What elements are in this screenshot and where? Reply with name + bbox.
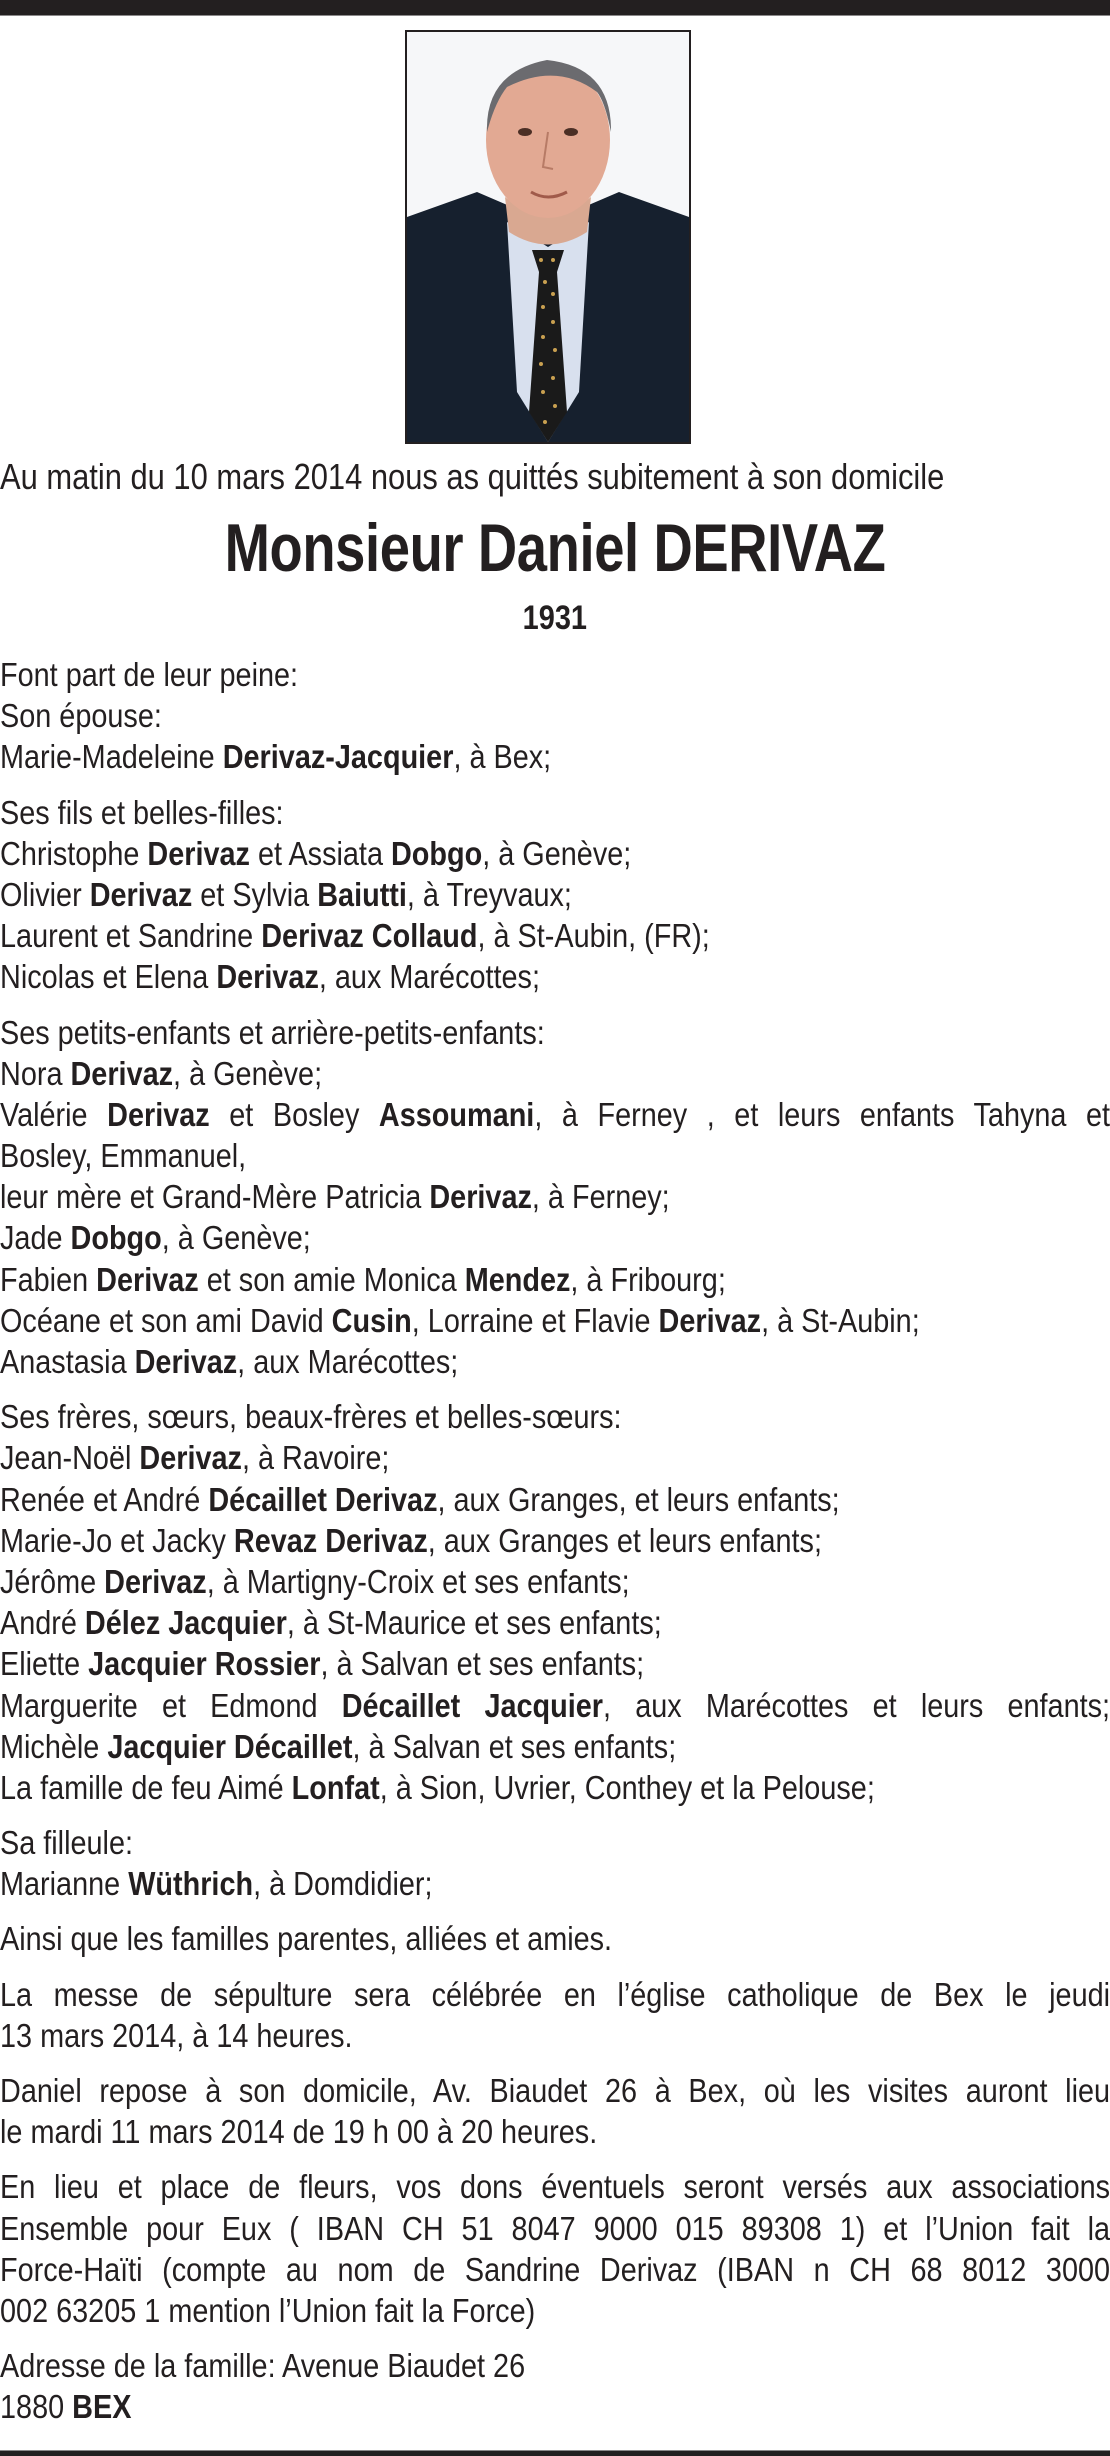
notice-line — [0, 2250, 1110, 2291]
notice-text: et Sylvia — [192, 876, 318, 914]
top-rule — [0, 0, 1110, 16]
notice-text: Son épouse: — [0, 698, 162, 736]
notice-line — [0, 1823, 1110, 1864]
notice-paragraph — [0, 2167, 1110, 2332]
birth-year — [0, 598, 1110, 638]
family-name: Derivaz — [89, 876, 193, 914]
notice-text: Nora — [0, 1055, 71, 1093]
notice-text: Ses frères, sœurs, beaux-frères et belles-sœurs: — [0, 1399, 622, 1437]
notice-text: Ses fils et belles-filles: — [0, 794, 284, 832]
notice-paragraph — [0, 1013, 1110, 1384]
family-name: Derivaz — [147, 835, 250, 873]
family-name: Derivaz — [104, 1563, 207, 1601]
notice-paragraph — [0, 1823, 1110, 1905]
notice-line — [0, 1562, 1110, 1603]
notice-text: Marie-Madeleine — [0, 739, 223, 777]
notice-text: , à St-Aubin, (FR); — [477, 918, 710, 956]
notice-text: et son amie Monica — [198, 1261, 465, 1299]
notice-line — [0, 1260, 1110, 1301]
notice-text: , aux Marécottes; — [237, 1344, 459, 1381]
notice-text: Renée et André — [0, 1481, 209, 1519]
notice-text: , à Fribourg; — [570, 1261, 726, 1299]
notice-text: Ensemble pour Eux ( IBAN CH 51 8047 9000 015 89308 1) et l’Union fait la — [0, 2210, 1110, 2248]
family-name: Lonfat — [291, 1769, 380, 1807]
notice-line — [0, 655, 1110, 696]
notice-line — [0, 2291, 1110, 2332]
notice-line — [0, 2346, 1110, 2387]
notice-text: , Lorraine et Flavie — [411, 1302, 659, 1340]
notice-line — [0, 1136, 1110, 1177]
family-name: Jacquier Décaillet — [107, 1728, 353, 1766]
notice-text: le mardi 11 mars 2014 de 19 h 00 à 20 heures. — [0, 2114, 598, 2152]
portrait-photo-icon — [407, 32, 689, 442]
family-name: Assoumani — [378, 1096, 535, 1134]
notice-text: , à Genève; — [173, 1055, 323, 1093]
notice-line — [0, 916, 1110, 957]
notice-text: Ses petits-enfants et arrière-petits-enfants: — [0, 1014, 545, 1052]
notice-text: et Assiata — [249, 835, 391, 873]
notice-text: 002 63205 1 mention l’Union fait la Force) — [0, 2292, 536, 2330]
notice-text: Font part de leur peine: — [0, 657, 299, 694]
deceased-name-heading — [0, 510, 1110, 586]
notice-line — [0, 1013, 1110, 1054]
notice-paragraph — [0, 1975, 1110, 2057]
bottom-rule — [0, 2450, 1110, 2456]
notice-line — [0, 2209, 1110, 2250]
notice-line — [0, 2016, 1110, 2057]
family-name: Dobgo — [390, 835, 483, 873]
notice-text: , à Genève; — [482, 835, 632, 873]
notice-text: Nicolas et Elena — [0, 959, 217, 997]
notice-text: , aux Granges et leurs enfants; — [427, 1522, 822, 1560]
family-name: Décaillet Jacquier — [341, 1687, 604, 1725]
notice-line — [0, 1480, 1110, 1521]
notice-line — [0, 2387, 1110, 2428]
notice-text: Michèle — [0, 1728, 108, 1766]
family-name: Jacquier Rossier — [88, 1646, 321, 1684]
notice-text: Sa filleule: — [0, 1825, 134, 1863]
family-name: Derivaz-Jacquier — [222, 739, 454, 777]
notice-text: Anastasia — [0, 1344, 135, 1381]
family-name: Dobgo — [70, 1220, 162, 1258]
notice-line — [0, 957, 1110, 998]
notice-text: , à Ferney , et leurs enfants Tahyna et — [534, 1096, 1110, 1134]
notice-text: Jean-Noël — [0, 1440, 140, 1478]
notice-line — [0, 696, 1110, 737]
notice-paragraph — [0, 655, 1110, 779]
notice-text: 1880 — [0, 2389, 73, 2427]
notice-text: Ainsi que les familles parentes, alliées et amies. — [0, 1921, 613, 1959]
family-name: Délez Jacquier — [84, 1605, 287, 1643]
notice-line — [0, 875, 1110, 916]
notice-text: 13 mars 2014, à 14 heures. — [0, 2017, 353, 2055]
notice-body — [0, 655, 1110, 2443]
family-name: Wüthrich — [128, 1866, 254, 1904]
notice-line — [0, 1342, 1110, 1383]
notice-text: , à Salvan et ses enfants; — [320, 1646, 645, 1684]
notice-paragraph — [0, 2346, 1110, 2428]
notice-line — [0, 2071, 1110, 2112]
notice-text: Jade — [0, 1220, 71, 1258]
notice-line — [0, 1644, 1110, 1685]
deceased-name: Monsieur Daniel DERIVAZ — [224, 510, 886, 586]
notice-text: , à Treyvaux; — [406, 876, 572, 914]
notice-text: La messe de sépulture sera célébrée en l’église catholique de Bex le jeudi — [0, 1976, 1110, 2014]
birth-year-value: 1931 — [522, 599, 588, 637]
notice-text: Laurent et Sandrine — [0, 918, 262, 956]
family-name: Baiutti — [317, 876, 407, 914]
notice-text: Marguerite et Edmond — [0, 1687, 342, 1725]
notice-text: Christophe — [0, 835, 148, 873]
notice-text: leur mère et Grand-Mère Patricia — [0, 1179, 430, 1217]
notice-line — [0, 1301, 1110, 1342]
notice-text: Marianne — [0, 1866, 129, 1904]
notice-text: , à Genève; — [161, 1220, 311, 1258]
notice-line — [0, 1975, 1110, 2016]
family-name: Derivaz — [216, 959, 319, 997]
family-name: BEX — [72, 2389, 132, 2427]
portrait-photo — [405, 30, 691, 444]
notice-text: Eliette — [0, 1646, 89, 1684]
family-name: Décaillet Derivaz — [208, 1481, 438, 1519]
notice-paragraph — [0, 2071, 1110, 2153]
notice-text: Jérôme — [0, 1563, 105, 1601]
notice-text: Daniel repose à son domicile, Av. Biaudet 26 à Bex, où les visites auront lieu — [0, 2073, 1110, 2110]
notice-line — [0, 1438, 1110, 1479]
notice-text: Adresse de la famille: Avenue Biaudet 26 — [0, 2348, 526, 2386]
notice-text: , à Domdidier; — [253, 1866, 433, 1904]
notice-line — [0, 1727, 1110, 1768]
family-name: Derivaz — [70, 1055, 174, 1093]
notice-text: Valérie — [0, 1096, 108, 1134]
notice-text: , aux Marécottes; — [318, 959, 540, 997]
notice-line — [0, 793, 1110, 834]
notice-paragraph — [0, 793, 1110, 999]
notice-line — [0, 1054, 1110, 1095]
notice-text: , à Bex; — [453, 739, 552, 777]
notice-paragraph — [0, 1397, 1110, 1809]
notice-line — [0, 1177, 1110, 1218]
notice-text: , à St-Maurice et ses enfants; — [286, 1605, 662, 1643]
notice-line — [0, 1095, 1110, 1136]
notice-text: Force-Haïti (compte au nom de Sandrine Derivaz (IBAN n CH 68 8012 3000 — [0, 2251, 1110, 2289]
family-name: Derivaz — [107, 1096, 210, 1134]
notice-text: , à Ravoire; — [241, 1440, 390, 1478]
notice-line — [0, 1919, 1110, 1960]
notice-text: , à Ferney; — [531, 1179, 670, 1217]
notice-text: , à Salvan et ses enfants; — [352, 1728, 677, 1766]
notice-line — [0, 1521, 1110, 1562]
notice-text: et Bosley — [209, 1096, 379, 1134]
notice-line — [0, 1397, 1110, 1438]
notice-line — [0, 1768, 1110, 1809]
notice-text: La famille de feu Aimé — [0, 1769, 292, 1807]
notice-line — [0, 1686, 1110, 1727]
family-name: Cusin — [331, 1302, 412, 1340]
notice-text: , aux Granges, et leurs enfants; — [437, 1481, 840, 1519]
notice-line — [0, 737, 1110, 778]
notice-text: Fabien — [0, 1261, 97, 1299]
notice-text: Bosley, Emmanuel, — [0, 1138, 247, 1176]
notice-line — [0, 834, 1110, 875]
notice-line — [0, 2167, 1110, 2208]
family-name: Derivaz — [429, 1179, 532, 1217]
family-name: Derivaz — [134, 1344, 238, 1381]
family-name: Derivaz Collaud — [261, 918, 478, 956]
family-name: Derivaz — [96, 1261, 199, 1299]
notice-line — [0, 1218, 1110, 1259]
family-name: Derivaz — [139, 1440, 242, 1478]
notice-text: , aux Marécottes et leurs enfants; — [603, 1687, 1110, 1725]
family-name: Derivaz — [658, 1302, 762, 1340]
family-name: Mendez — [464, 1261, 571, 1299]
notice-text: Marie-Jo et Jacky — [0, 1522, 234, 1560]
notice-text: En lieu et place de fleurs, vos dons éventuels seront versés aux associations — [0, 2169, 1110, 2207]
notice-text: , à Sion, Uvrier, Conthey et la Pelouse; — [379, 1769, 875, 1807]
family-name: Revaz Derivaz — [233, 1522, 428, 1560]
notice-paragraph — [0, 1919, 1110, 1960]
notice-line — [0, 1603, 1110, 1644]
notice-text: Olivier — [0, 876, 90, 914]
notice-text: André — [0, 1605, 85, 1643]
intro-sentence: Au matin du 10 mars 2014 nous as quittés subitement à son domicile — [0, 456, 945, 497]
notice-line — [0, 1864, 1110, 1905]
notice-text: Océane et son ami David — [0, 1302, 332, 1340]
notice-line — [0, 2112, 1110, 2153]
notice-text: , à St-Aubin; — [761, 1302, 920, 1340]
notice-text: , à Martigny-Croix et ses enfants; — [206, 1563, 630, 1601]
